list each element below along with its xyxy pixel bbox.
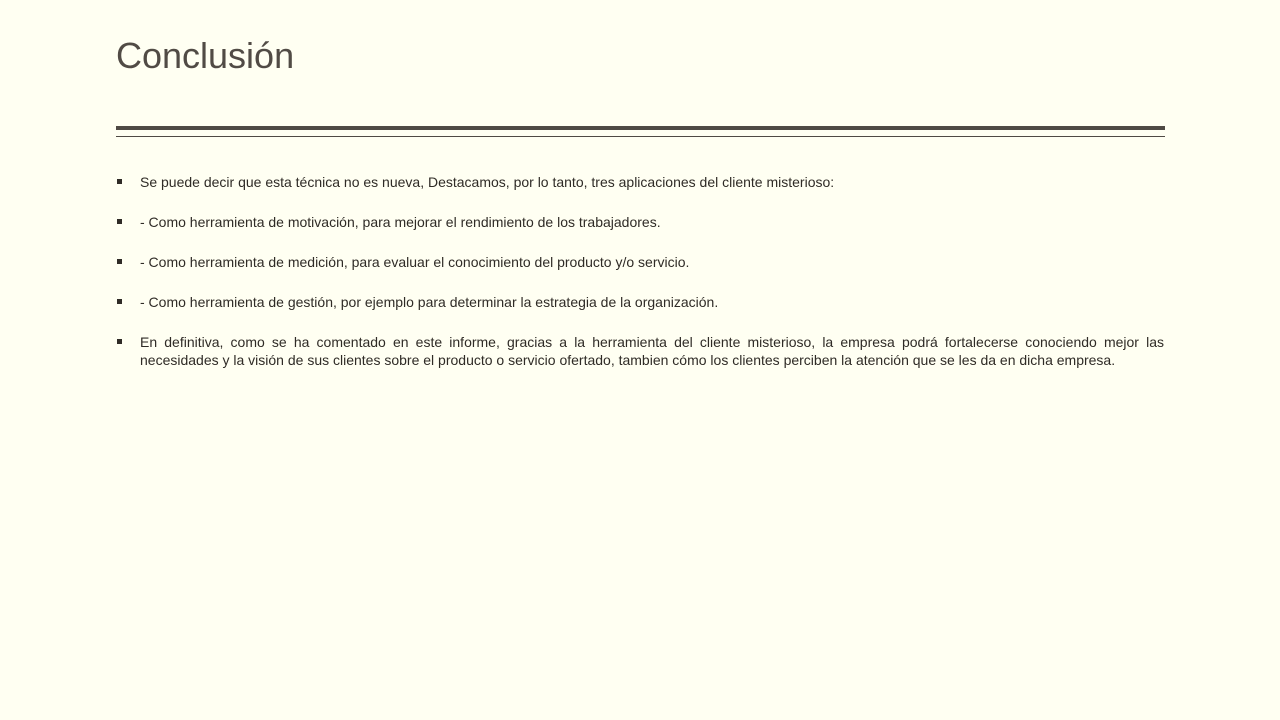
square-bullet-icon xyxy=(117,299,122,304)
bullet-item xyxy=(116,293,1164,311)
square-bullet-icon xyxy=(117,259,122,264)
bullet-text: En definitiva, como se ha comentado en este informe, gracias a la herramienta del cliente misterioso, la empresa podrá fortalecerse conociendo mejor las necesidades y la visión de sus clientes sobre el producto o servicio ofertado, tambien cómo los clientes perciben la atención que se les da en dicha empresa. xyxy=(140,334,1164,368)
bullet-item xyxy=(116,333,1164,369)
bullet-text: - Como herramienta de motivación, para mejorar el rendimiento de los trabajadores. xyxy=(140,214,661,230)
title-divider-thick xyxy=(116,126,1165,130)
slide-title: Conclusión xyxy=(116,35,295,76)
square-bullet-icon xyxy=(117,219,122,224)
square-bullet-icon xyxy=(117,179,122,184)
square-bullet-icon xyxy=(117,339,122,344)
bullet-item xyxy=(116,213,1164,231)
bullet-text: Se puede decir que esta técnica no es nueva, Destacamos, por lo tanto, tres aplicaciones del cliente misterioso: xyxy=(140,174,835,190)
bullet-text: - Como herramienta de gestión, por ejemplo para determinar la estrategia de la organización. xyxy=(140,294,719,310)
bullet-list xyxy=(116,173,1164,391)
bullet-item xyxy=(116,253,1164,271)
bullet-item xyxy=(116,173,1164,191)
title-divider-thin xyxy=(116,136,1165,137)
bullet-text: - Como herramienta de medición, para evaluar el conocimiento del producto y/o servicio. xyxy=(140,254,690,270)
